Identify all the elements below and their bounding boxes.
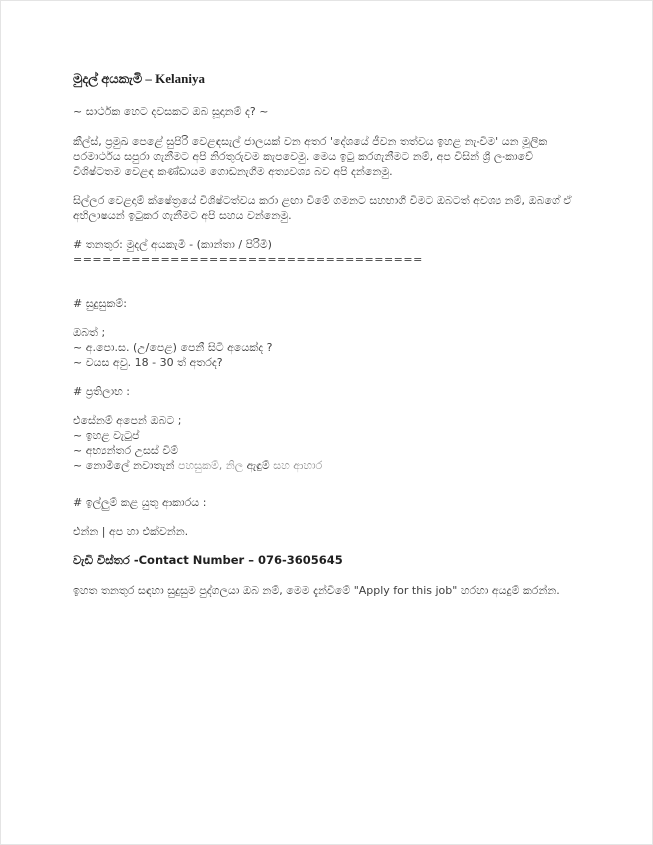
benefits-lead: එසේනම් අපෙන් ඔබට ; bbox=[73, 414, 182, 427]
intro-paragraph-2: සිල්ලර වෙළදාම් ක්ෂේත්‍රයේ විශිෂ්ටත්වය කරා ළඟා වීමේ ගමනට සහභාගී වීමට ඔබටත් අවශ්‍ය නම්, ඔබගේ ඒ අභිලාෂයන් ඉටුකර ගැනීමට අපි සහය වන්නෙමු. bbox=[73, 194, 572, 222]
qualifications-heading: # සුදුසුකම්: bbox=[73, 297, 127, 310]
benefits-heading: # ප්‍රතිලාභ : bbox=[73, 385, 130, 398]
document-content bbox=[73, 71, 576, 598]
benefit-item-mixed bbox=[73, 458, 576, 473]
benefit-mixed-part3: ඇඳුම් bbox=[246, 459, 274, 472]
contact-number: -Contact Number – 076-3605645 bbox=[133, 553, 343, 567]
closing-instruction: ඉහත තනතුර සඳහා සුදුසුම පුද්ගලයා ඔබ නම්, මෙම දැන්වීමේ "Apply for this job" හරහා අයදුම් කරන්න. bbox=[73, 584, 560, 597]
benefit-mixed-part1: ~ නොමිලේ නවාතැන් bbox=[73, 459, 178, 472]
benefits-list bbox=[73, 413, 576, 473]
benefit-mixed-part4: සහ ආහාර bbox=[273, 459, 323, 472]
qualifications-lead: ඔබත් ; bbox=[73, 326, 106, 339]
benefit-item: ~ අභ්‍යන්තර උසස් වීම් bbox=[73, 444, 179, 457]
qualification-item: ~ වයස අවු. 18 - 30 ත් අතරද? bbox=[73, 356, 223, 369]
divider-line: ==================================== bbox=[73, 253, 423, 266]
qualification-item: ~ අ.පො.ස. (උ/පෙළ) පෙනී සිටි අයෙක්ද ? bbox=[73, 341, 273, 354]
qualifications-list bbox=[73, 325, 576, 370]
intro-paragraph-1: කීල්ස්, ප්‍රමුඛ පෙළේ සුපිරි වෙළඳසැල් ජාලයක් වන අතර 'දේශයේ ජීවන තත්වය ඉහළ නැංවීම' යන මූලික පරමාර්ථය සපුරා ගැනීමට අපි නිරතුරුවම කැපවෙමු. මෙය ඉටු කරගැනීමට නම්, අප විසින් ශ්‍රී ලංකාවේ විශිෂ්ටතම වෙළඳ කණ්ඩායම ගොඩනැගීම අත්‍යවශ්‍ය බව අපි දන්නෙමු. bbox=[73, 135, 548, 178]
contact-prefix: වැඩි විස්තර bbox=[73, 553, 134, 567]
page-title: මුදල් අයකැමි – Kelaniya bbox=[73, 71, 206, 86]
contact-line bbox=[73, 553, 576, 568]
position-heading: # තනතුර: මුදල් අයකැමි - (කාන්තා / පිරිමි) bbox=[73, 238, 272, 251]
apply-invite: එන්න | අප හා එක්වන්න. bbox=[73, 525, 189, 538]
apply-heading: # ඉල්ලුම් කළ යුතු ආකාරය : bbox=[73, 496, 207, 509]
benefit-item: ~ ඉහළ වැටුප් bbox=[73, 429, 140, 442]
tagline: ~ සාර්ථක හෙට දවසකට ඔබ සූදානම් ද? ~ bbox=[73, 105, 269, 118]
benefit-mixed-part2: පහසුකම්, නිල bbox=[177, 459, 247, 472]
